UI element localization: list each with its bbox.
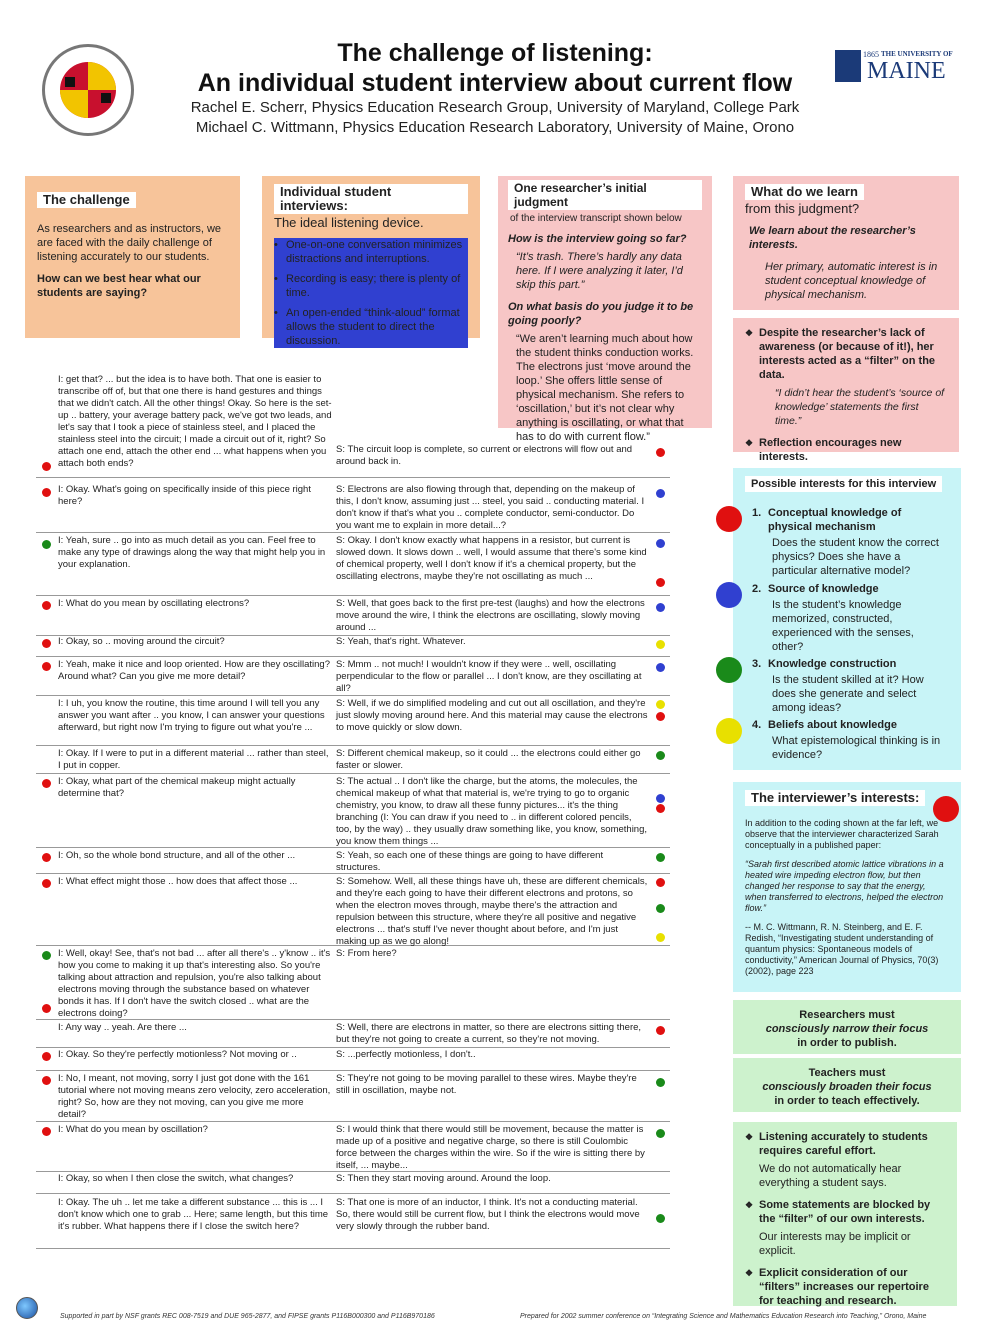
poster-title: [150, 38, 840, 138]
interviewer-line: I: What do you mean by oscillating electrons?: [58, 598, 250, 609]
student-line: S: Yeah, so each one of these things are going to have different structures.: [336, 850, 604, 873]
conclusion-1: ❖ Listening accurately to students requires careful effort.: [745, 1130, 945, 1158]
conclusion-3: ❖ Explicit consideration of our “filters” increases our repertoire for teaching and research.: [745, 1266, 945, 1308]
transcript-row: [36, 1173, 670, 1194]
possible-interest-item: [716, 506, 956, 578]
footer-left: Supported in part by NSF grants REC 008-7519 and DUE 965-2877, and FIPSE grants P116B000300 and P116B970186: [60, 1313, 435, 1320]
teachers-panel: [733, 1058, 961, 1112]
title-line-2: An individual student interview about current flow: [197, 69, 793, 97]
student-line: S: I would think that there would still be movement, because the matter is made up of a positive and negative charge, so there is still Coulombic force between the charges within the wire. So if the wire is sitting there by itself, ... maybe...: [336, 1124, 645, 1171]
researchers-line-3: in order to publish.: [797, 1037, 897, 1049]
coding-dot: [656, 663, 665, 672]
author-2: Michael C. Wittmann, Physics Education Research Laboratory, University of Maine, Orono: [195, 119, 795, 136]
filter-point-1: ❖ Despite the researcher’s lack of awareness (or because of it!), her interests acted as a “filter” on the data.: [745, 326, 947, 382]
interest-dot: [716, 506, 742, 532]
coding-dot: [42, 853, 51, 862]
coding-dot: [656, 751, 665, 760]
coding-dot: [42, 540, 51, 549]
coding-dot: [42, 601, 51, 610]
interviewer-line: I: Okay. So they're perfectly motionless? Not moving or ..: [58, 1049, 297, 1060]
interviewer-line: I: Well, okay! See, that's not bad ... after all there's .. y'know .. it's how you come to making it up that's interesting also. So you're talking about attraction and repulsion, you're also talking about electrons moving through the substance based on whatever bonds it has. If I don't have the switch closed .. what are the electrons doing?: [58, 948, 331, 1019]
coding-dot: [656, 933, 665, 942]
transcript-row: [36, 1049, 670, 1071]
challenge-question: How can we best hear what our students are saying?: [37, 273, 201, 299]
coding-dot: [656, 853, 665, 862]
teachers-line-2: consciously broaden their focus: [762, 1081, 932, 1093]
coding-dot: [42, 662, 51, 671]
coding-dot: [42, 951, 51, 960]
student-line: S: Well, there are electrons in matter, so there are electrons sitting there, but they're not going to create a current, so they're not moving.: [336, 1022, 642, 1045]
student-line: S: Different chemical makeup, so it could ... the electrons could either go faster or slower.: [336, 748, 641, 771]
learn-title: What do we learn: [745, 184, 864, 200]
coding-dot: [42, 488, 51, 497]
transcript-row: [36, 850, 670, 874]
student-line: S: They're not going to be moving parallel to these wires. Maybe they're still in oscillation, maybe not.: [336, 1073, 637, 1096]
student-line: S: Then they start moving around. Around the loop.: [336, 1173, 551, 1184]
conclusions-panel: [733, 1122, 957, 1306]
judgment-q2: On what basis do you judge it to be going poorly?: [508, 301, 694, 327]
interviewer-panel: [733, 782, 961, 992]
coding-dot: [42, 639, 51, 648]
interviewer-line: I: No, I meant, not moving, sorry I just got done with the 161 tutorial where not moving means zero velocity, zero acceleration, right? So, how are they not moving, can you give me more detail?: [58, 1073, 331, 1120]
challenge-body: As researchers and as instructors, we are faced with the daily challenge of listening accurately to our students.: [37, 223, 222, 263]
maine-text-1: THE UNIVERSITY OF: [881, 50, 953, 58]
possible-title: Possible interests for this interview: [745, 476, 942, 492]
interviewer-line: I: Oh, so the whole bond structure, and all of the other ...: [58, 850, 296, 861]
interviewer-line: I: What do you mean by oscillation?: [58, 1124, 208, 1135]
interviewer-line: I: Yeah, sure .. go into as much detail as you can. Feel free to make any type of drawings along the way that might help you in your explanation.: [58, 535, 326, 570]
transcript-row: [36, 484, 670, 533]
author-1: Rachel E. Scherr, Physics Education Research Group, University of Maryland, College Park: [190, 99, 800, 116]
coding-dot: [656, 640, 665, 649]
student-line: S: The actual .. I don't like the charge, but the atoms, the molecules, the chemical makeup of what that material is, we're trying to go to organic chemistry, you know, to draw all these funny pictures... it's the thing branching (I: You can draw if you need to .. in different colored pencils, too, by the way) .. they usually draw something like, you know, something, you know them things ...: [336, 776, 648, 847]
maine-year: 1865: [863, 50, 879, 59]
coding-dot: [42, 1076, 51, 1085]
learn-subtitle: from this judgment?: [745, 201, 860, 216]
interest-dot: [716, 582, 742, 608]
footer-right: Prepared for 2002 summer conference on “Integrating Science and Mathematics Education Research into Teaching,” Orono, Maine: [520, 1313, 927, 1320]
interest-number: 1.: [752, 507, 762, 519]
transcript-row: [36, 374, 670, 478]
interest-name: Source of knowledge: [768, 583, 879, 595]
student-line: S: From here?: [336, 948, 397, 959]
interviewer-line: I: Okay. If I were to put in a different material ... rather than steel, I put in copper.: [58, 748, 329, 771]
interviewer-cite: -- M. C. Wittmann, R. N. Steinberg, and E. F. Redish, “Investigating student understanding of quantum physics: Spontaneous models of conductivity,” American Journal of Physics, 70(3) (2002), page 223: [745, 922, 939, 976]
interviewer-line: I: Yeah, make it nice and loop oriented. How are they oscillating? Around what? Can you give me more detail?: [58, 659, 330, 682]
researchers-panel: [733, 1000, 961, 1054]
interviewer-line: I: What effect might those .. how does that affect those ...: [58, 876, 298, 887]
transcript-row: [36, 948, 670, 1020]
learn-bold: We learn about the researcher’s interests.: [749, 225, 916, 251]
coding-dot: [656, 1129, 665, 1138]
student-line: S: Well, if we do simplified modeling and cut out all oscillation, and they're just slowly moving around here. And this material may cause the electrons to move quickly or slow down.: [336, 698, 648, 733]
student-line: S: Mmm .. not much! I wouldn't know if they were .. well, oscillating perpendicular to the flow or parallel ... I don't know, are they oscillating at all?: [336, 659, 642, 694]
interest-dot: [716, 718, 742, 744]
coding-dot: [42, 1004, 51, 1013]
researchers-line-2: consciously narrow their focus: [765, 1023, 929, 1035]
coding-dot: [656, 1214, 665, 1223]
interviewer-line: I: I uh, you know the routine, this time around I will tell you any answer you want after .. you know, I can answer your questions afterward, but right now I'm trying to figure out what you're ...: [58, 698, 325, 733]
interviewer-line: I: get that? ... but the idea is to have both. That one is easier to transcribe off of, but that one there is hand gestures and things that we didn't catch. All the other things! Okay. So here is the set-up .. battery, your average battery pack, we've got two leads, and let's say that I took a piece of stainless steel, and I placed the stainless steel into the circuit; I made a circuit out of it, right? So attach one end, attach the other end ... what happens when you attach both ends?: [58, 374, 332, 469]
coding-dot: [656, 1078, 665, 1087]
transcript-row: [36, 748, 670, 774]
student-line: S: Okay. I don't know exactly what happens in a resistor, but current is slowed down. It slows down .. well, I would assume that there's some kind of chemical property, well I don't know if it's a chemical property, but the oscillating electrons, maybe they're not oscillating as much ...: [336, 535, 647, 582]
interviewer-line: I: Okay, so when I then close the switch, what changes?: [58, 1173, 294, 1184]
maine-logo: [835, 50, 960, 84]
coding-dot: [656, 539, 665, 548]
interviewer-line: I: Okay, what part of the chemical makeup might actually determine that?: [58, 776, 296, 799]
transcript-row: [36, 598, 670, 636]
filter-quote: “I didn’t hear the student’s ‘source of knowledge’ statements the first time.”: [775, 387, 945, 427]
transcript-row: [36, 1022, 670, 1048]
transcript-row: [36, 1197, 670, 1249]
interviewer-line: I: Okay. The uh .. let me take a different substance ... this is ... I don't know which one to grab ... Here; same length, but this time it's rubber. What happens there if I close the switch here?: [58, 1197, 329, 1232]
possible-interest-item: [716, 657, 956, 715]
coding-dot: [42, 1127, 51, 1136]
maine-text-2: MAINE: [867, 58, 946, 84]
possible-interest-item: [716, 718, 956, 768]
student-line: S: That one is more of an inductor, I think. It's not a conducting material. So, there would still be current flow, but I think the electrons would move very slowly through the rubber band.: [336, 1197, 640, 1232]
transcript-row: [36, 1124, 670, 1172]
transcript-row: [36, 535, 670, 596]
coding-dot: [656, 603, 665, 612]
filter-panel: [733, 318, 959, 463]
interest-name: Beliefs about knowledge: [768, 719, 897, 731]
coding-dot: [656, 489, 665, 498]
student-line: S: Well, that goes back to the first pre-test (laughs) and how the electrons move around the wire, I think the electrons are oscillating, slowly moving around ...: [336, 598, 645, 633]
coding-dot: [656, 448, 665, 457]
interviewer-red-dot: [933, 796, 959, 822]
learn-body: Her primary, automatic interest is in student conceptual knowledge of physical mechanism.: [765, 261, 938, 301]
interviewer-line: I: Okay. What's going on specifically inside of this piece right here?: [58, 484, 311, 507]
learn-panel: [733, 176, 959, 310]
interviews-bullet: • Recording is easy; there is plenty of time.: [274, 272, 468, 300]
possible-interest-item: [716, 582, 956, 654]
challenge-title: The challenge: [37, 192, 136, 208]
interest-description: Is the student’s knowledge memorized, constructed, experienced with the senses, other?: [772, 599, 914, 653]
interviewer-quote: “Sarah first described atomic lattice vibrations in a heated wire impeding electron flow, but then changed her response to say that the energy, when transferred to electrons, helped the electron flow.”: [745, 859, 944, 913]
transcript-row: [36, 776, 670, 848]
interest-number: 4.: [752, 719, 762, 731]
interviews-bullet: • One-on-one conversation minimizes distractions and interruptions.: [274, 238, 468, 266]
coding-dot: [42, 1052, 51, 1061]
coding-dot: [656, 878, 665, 887]
conclusion-1-detail: We do not automatically hear everything a student says.: [759, 1163, 902, 1189]
interest-description: Is the student skilled at it? How does she generate and select among ideas?: [772, 674, 924, 714]
challenge-panel: [25, 176, 240, 338]
coding-dot: [656, 1026, 665, 1035]
student-line: S: Electrons are also flowing through that, depending on the makeup of this, I don't know, assuming just ... steel, you said .. conducting material. I don't know if that's what you .. complete conductor, semi-conductor. Do you want me to explain in more detail...?: [336, 484, 645, 531]
interviewer-line: I: Okay, so .. moving around the circuit?: [58, 636, 225, 647]
researchers-line-1: Researchers must: [799, 1009, 895, 1021]
teachers-line-1: Teachers must: [808, 1067, 886, 1079]
transcript-row: [36, 698, 670, 746]
interviews-title: Individual student interviews:: [274, 184, 468, 214]
student-line: S: Yeah, that's right. Whatever.: [336, 636, 466, 647]
interest-name: Knowledge construction: [768, 658, 897, 670]
student-line: S: The circuit loop is complete, so current or electrons will flow out and around back in.: [336, 444, 633, 467]
transcript-row: [36, 1073, 670, 1122]
interest-dot: [716, 657, 742, 683]
interviewer-line: I: Any way .. yeah. Are there ...: [58, 1022, 187, 1033]
interest-number: 3.: [752, 658, 762, 670]
umd-seal: [42, 44, 134, 136]
coding-dot: [656, 804, 665, 813]
interest-description: What epistemological thinking is in evidence?: [772, 735, 941, 761]
student-line: S: Somehow. Well, all these things have uh, these are different chemicals, and they're each going to have their different electrons and protons, so when the electron moves through, maybe there's the attraction and repulsion between this structure, where they're all positive and negative electrons ... that's stuff I've never thought about before, and I'm just making up as we go along!: [336, 876, 648, 947]
judgment-a1: “It’s trash. There’s hardly any data here. If I were analyzing it later, I’d skip this part.”: [516, 251, 683, 291]
filter-point-2: ❖ Reflection encourages new interests.: [745, 436, 947, 464]
coding-dot: [656, 578, 665, 587]
transcript-row: [36, 659, 670, 696]
transcript-row: [36, 636, 670, 657]
coding-dot: [656, 700, 665, 709]
globe-icon: [16, 1297, 38, 1319]
interest-number: 2.: [752, 583, 762, 595]
interviewer-title: The interviewer’s interests:: [745, 790, 925, 806]
coding-dot: [42, 462, 51, 471]
interest-name: Conceptual knowledge of physical mechanism: [768, 507, 902, 533]
teachers-line-3: in order to teach effectively.: [774, 1095, 920, 1107]
transcript-row: [36, 876, 670, 946]
coding-dot: [42, 879, 51, 888]
judgment-title: One researcher’s initial judgment: [508, 180, 702, 210]
interviews-bullet: • An open-ended “think-aloud” format allows the student to direct the discussion.: [274, 306, 468, 348]
conclusion-2-detail: Our interests may be implicit or explicit.: [759, 1231, 911, 1257]
interviews-panel: [262, 176, 480, 347]
coding-dot: [656, 794, 665, 803]
interest-description: Does the student know the correct physics? Does she have a particular alternative model?: [772, 537, 939, 577]
conclusion-2: ❖ Some statements are blocked by the “filter” of our own interests.: [745, 1198, 945, 1226]
title-line-1: The challenge of listening:: [337, 39, 653, 67]
judgment-a2: “We aren’t learning much about how the student thinks conduction works. The electrons just ‘move around the loop.’ She offers little sense of physical mechanism. She refers to ‘oscillation,’ but it’s not clear why anything is oscillating, or what that has to do with current flow.”: [516, 333, 694, 443]
judgment-q1: How is the interview going so far?: [508, 233, 687, 245]
interviewer-body: In addition to the coding shown at the far left, we observe that the interviewer characterized Sarah conceptually in a published paper:: [745, 818, 939, 850]
interviews-subtitle: The ideal listening device.: [274, 215, 424, 230]
coding-dot: [656, 712, 665, 721]
coding-dot: [42, 779, 51, 788]
coding-dot: [656, 904, 665, 913]
judgment-subtitle: of the interview transcript shown below: [510, 213, 682, 224]
student-line: S: ...perfectly motionless, I don't..: [336, 1049, 476, 1060]
